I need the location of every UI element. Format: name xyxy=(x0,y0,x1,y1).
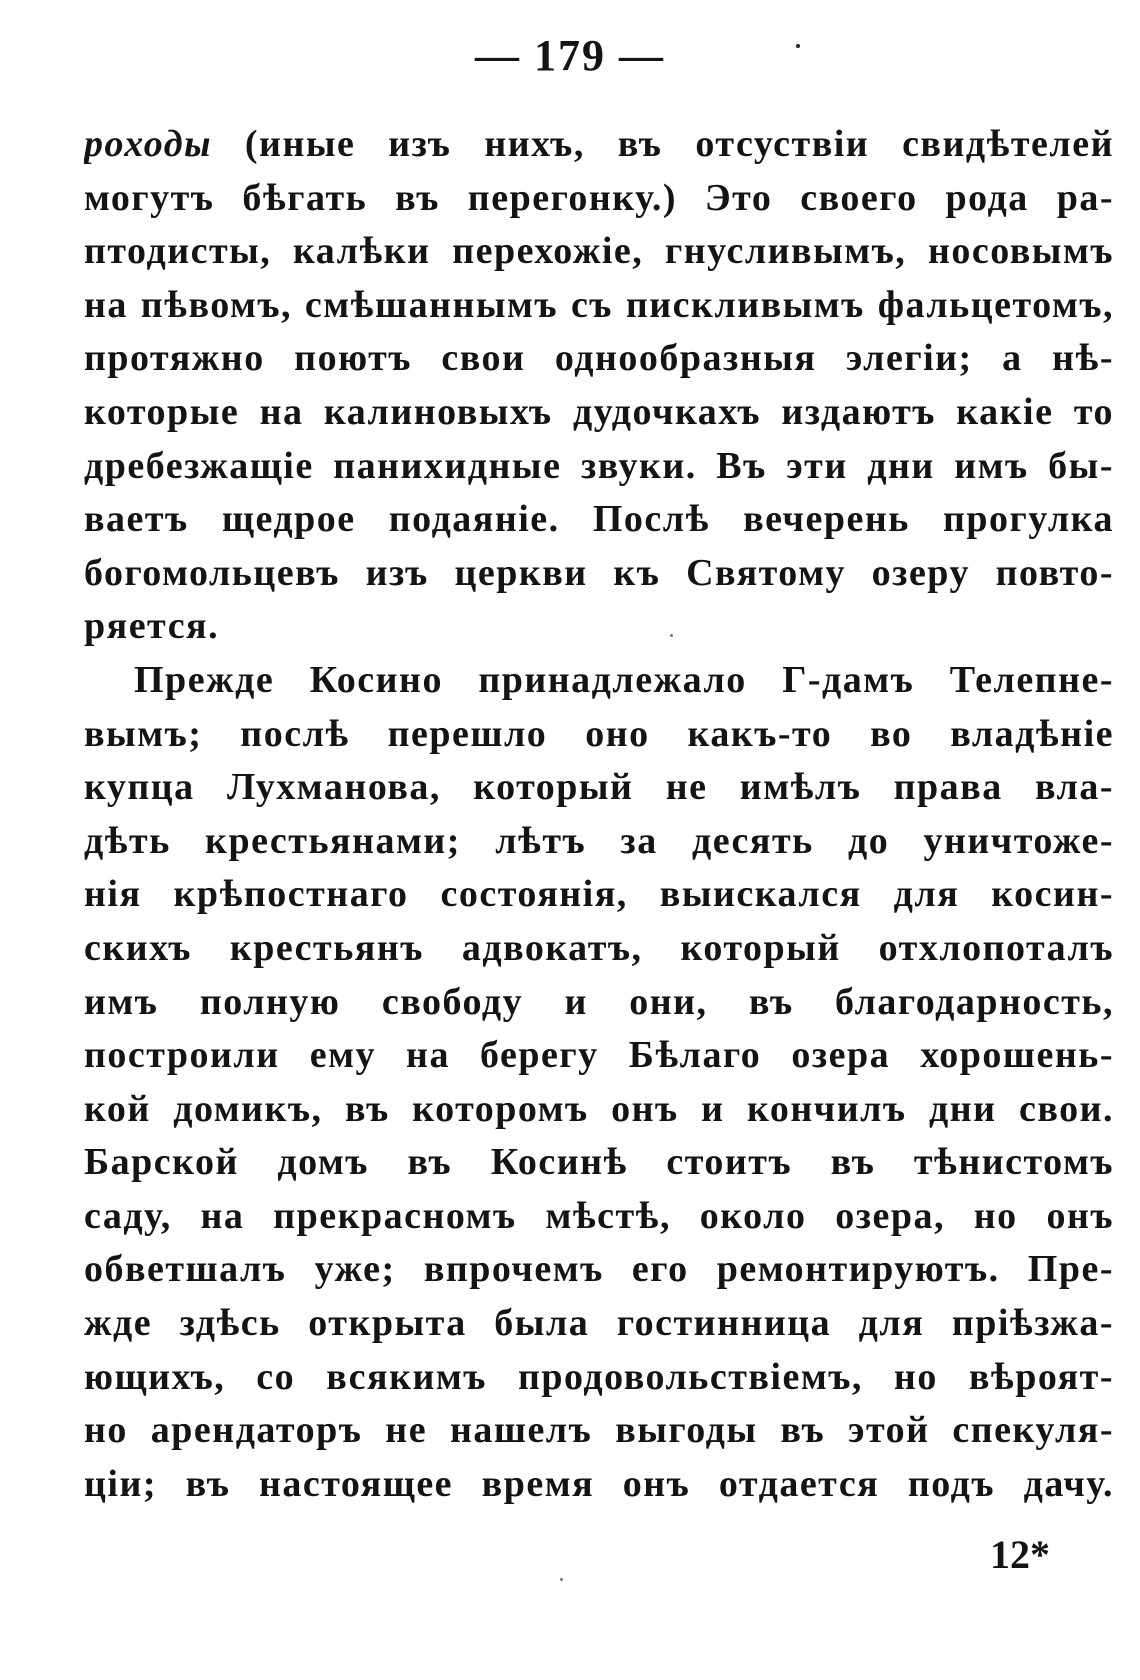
text-line: обветшалъ уже; впрочемъ его ремонтируютъ. Пре- xyxy=(84,1248,1114,1291)
text-line: на пѣвомъ, смѣшаннымъ съ пискливымъ фальцетомъ, xyxy=(84,283,1114,326)
page-number: — 179 — xyxy=(475,31,665,80)
text-line: построили ему на берегу Бѣлаго озера хорошень- xyxy=(84,1034,1114,1077)
text-line: кой домикъ, въ которомъ онъ и кончилъ дни свои. xyxy=(84,1087,1114,1130)
text-line: Прежде Косино принадлежало Г-дамъ Телепне- xyxy=(134,658,1114,701)
paragraph-2 xyxy=(84,654,1114,1512)
text-line: имъ полную свободу и они, въ благодарность, xyxy=(84,980,1114,1023)
text-line-rest: (иные изъ нихъ, въ отсуствіи свидѣтелей xyxy=(212,123,1114,165)
text-line: нія крѣпостнаго состоянія, выискался для косин- xyxy=(84,873,1114,916)
text-line: протяжно поютъ свои однообразныя элегіи; а нѣ- xyxy=(84,337,1114,380)
text-line: богомольцевъ изъ церкви къ Святому озеру повто- xyxy=(84,551,1114,594)
text-line: саду, на прекрасномъ мѣстѣ, около озера, но онъ xyxy=(84,1194,1114,1237)
text-line: могутъ бѣгать въ перегонку.) Это своего рода ра- xyxy=(84,176,1114,219)
text-line: дребезжащіе панихидные звуки. Въ эти дни имъ бы- xyxy=(84,444,1114,487)
text-line: ціи; въ настоящее время онъ отдается подъ дачу. xyxy=(84,1462,1114,1505)
print-speck xyxy=(560,1578,563,1581)
page-number-header xyxy=(0,26,1140,86)
text-line: ющихъ, со всякимъ продовольствіемъ, но вѣроят- xyxy=(84,1355,1114,1398)
text-line-italic: роходы xyxy=(84,123,213,165)
paragraph-1 xyxy=(84,118,1114,654)
body-text xyxy=(84,118,1114,1511)
text-line xyxy=(84,118,1114,172)
text-line: которые на калиновыхъ дудочкахъ издаютъ какіе то xyxy=(84,390,1114,433)
text-line: купца Лухманова, который не имѣлъ права вла- xyxy=(84,766,1114,809)
text-line: ряется. xyxy=(84,605,220,648)
text-line: Барской домъ въ Косинѣ стоитъ въ тѣнистомъ xyxy=(84,1141,1114,1184)
text-line: но арендаторъ не нашелъ выгоды въ этой спекуля- xyxy=(84,1409,1114,1452)
text-line: дѣть крестьянами; лѣтъ за десять до уничтоже- xyxy=(84,819,1114,862)
text-line: ваетъ щедрое подаяніе. Послѣ вечерень прогулка xyxy=(84,498,1114,541)
text-line: птодисты, калѣки перехожіе, гнусливымъ, носовымъ xyxy=(84,230,1114,273)
text-line: скихъ крестьянъ адвокатъ, который отхлопоталъ xyxy=(84,926,1114,969)
print-speck xyxy=(796,44,800,48)
signature-mark: 12* xyxy=(990,1532,1050,1577)
text-line: вымъ; послѣ перешло оно какъ-то во владѣніе xyxy=(84,712,1114,755)
text-line: жде здѣсь открыта была гостинница для пріѣзжа- xyxy=(84,1302,1114,1345)
print-speck xyxy=(670,634,673,637)
